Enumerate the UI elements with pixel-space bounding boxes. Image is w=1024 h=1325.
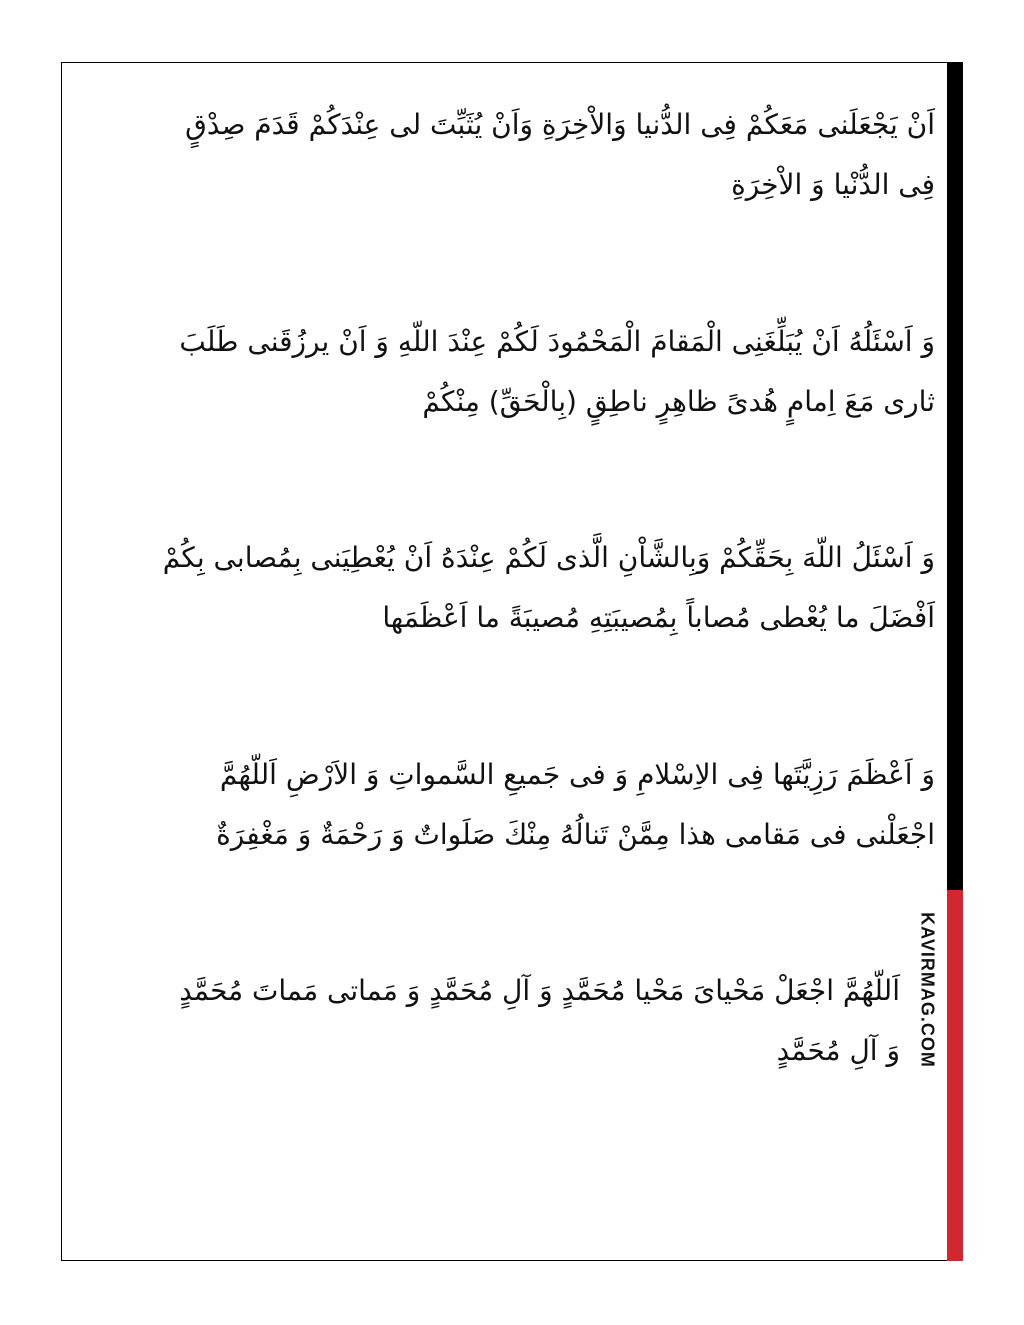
text-line: وَ اَعْظَمَ رَزِيَّتَها فِى الاِسْلامِ وَ فى جَميعِ السَّمواتِ وَ الاَرْضِ اَللّهُمَّ [219,758,935,791]
prayer-paragraph [100,528,935,648]
prayer-paragraph [100,745,935,865]
prayer-paragraph [100,961,900,1081]
page-frame [61,62,961,1261]
prayer-paragraph [100,95,935,215]
text-line: اجْعَلْنى فى مَقامى هذا مِمَّنْ تَنالُهُ مِنْكَ صَلَواتٌ وَ رَحْمَةٌ وَ مَغْفِرَةٌ [216,818,935,851]
text-line: وَ اَسْئَلُ اللّهَ بِحَقِّكُمْ وَبِالشَّاْنِ الَّذى لَكُمْ عِنْدَهُ اَنْ يُعْطِيَنى بِمُصابى بِكُمْ [162,541,935,574]
text-line: ثارى مَعَ اِمامٍ هُدىً ظاهِرٍ ناطِقٍ (بِالْحَقِّ) مِنْكُمْ [422,385,935,418]
prayer-paragraph [100,312,935,432]
text-line: اَنْ يَجْعَلَنى مَعَكُمْ فِى الدُّنيا وَالاْخِرَةِ وَاَنْ يُثَبِّتَ لى عِنْدَكُمْ قَدَمَ صِدْقٍ [185,108,935,141]
text-line: فِى الدُّنْيا وَ الاْخِرَةِ [731,168,935,201]
brand-label: KAVIRMAG.COM [917,912,938,1068]
text-line: اَفْضَلَ ما يُعْطى مُصاباً بِمُصيبَتِهِ مُصيبَةً ما اَعْظَمَها [382,601,935,634]
side-bar-red [947,890,963,1261]
side-bar-black [947,62,963,890]
text-line: وَ آلِ مُحَمَّدٍ [776,1034,900,1067]
text-line: اَللّهُمَّ اجْعَلْ مَحْياىَ مَحْيا مُحَمَّدٍ وَ آلِ مُحَمَّدٍ وَ مَماتى مَماتَ مُحَمَّدٍ [179,974,900,1007]
text-line: وَ اَسْئَلُهُ اَنْ يُبَلِّغَنِى الْمَقامَ الْمَحْمُودَ لَكُمْ عِنْدَ اللّهِ وَ اَنْ يرزُقَنى طَلَبَ [179,325,935,358]
